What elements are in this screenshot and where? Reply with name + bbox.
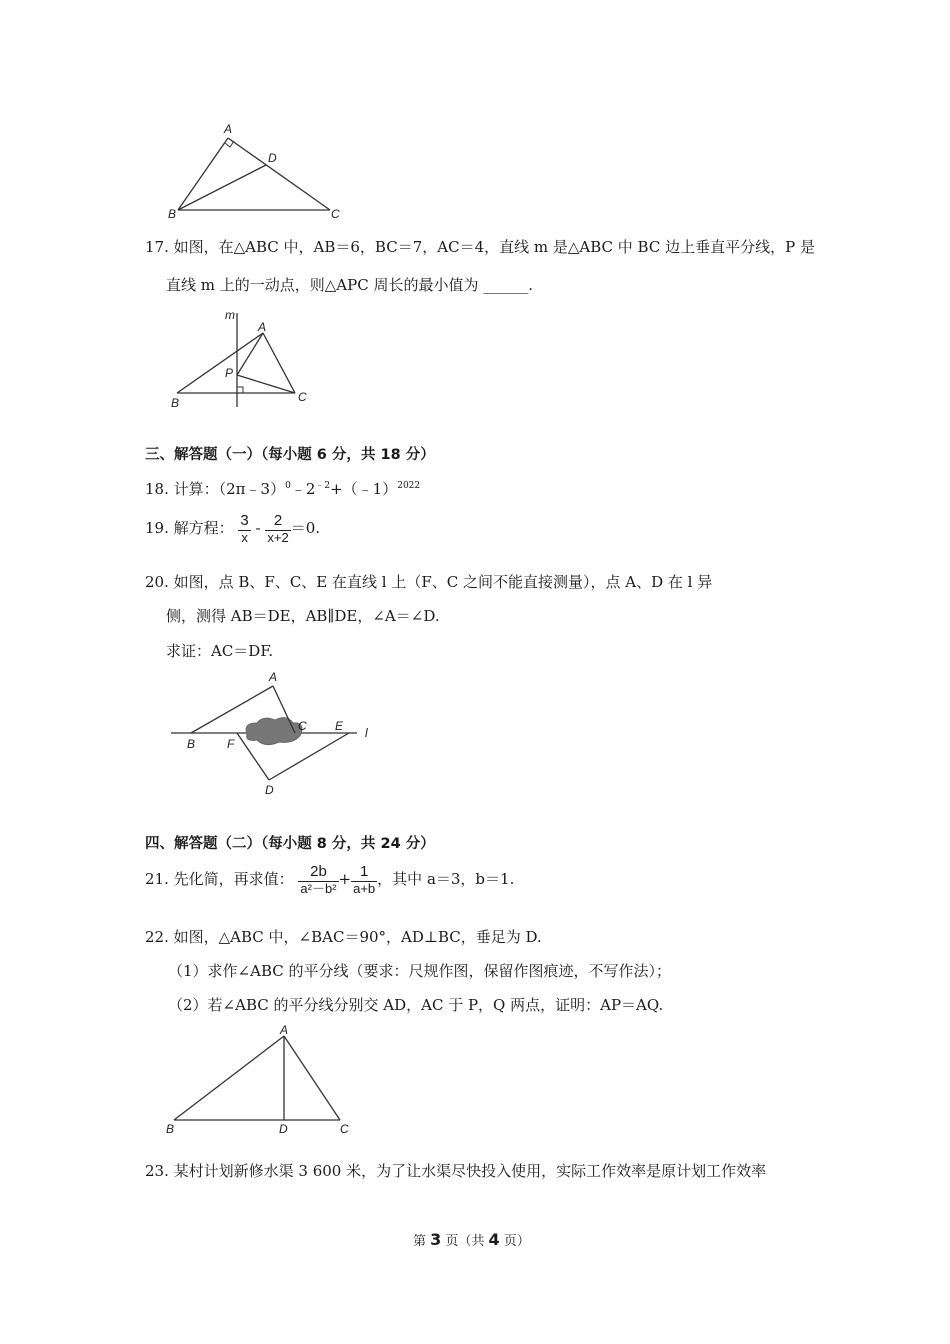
label-b: B [166,1122,175,1136]
label-a: A [258,320,267,334]
question-20-line3: 求证：AC＝DF. [166,642,274,660]
segment-pa [237,333,263,375]
q19-numerator-1: 3 [240,512,249,529]
section-4-heading: 四、解答题（二）（每小题 8 分，共 24 分） [145,836,435,852]
question-19 [145,513,320,545]
question-22-part1: （1）求作∠ABC 的平分线（要求：尺规作图，保留作图痕迹，不写作法）； [168,962,671,980]
fraction-1-over-a-plus-b [351,864,377,896]
label-m: m [225,308,235,322]
q18-mid: ﹣2 [290,480,316,498]
section-3-heading: 三、解答题（一）（每小题 6 分，共 18 分） [145,447,435,463]
label-c: C [298,390,307,404]
question-17-line2: 直线 m 上的一动点，则△APC 周长的最小值为 ______. [166,276,534,294]
label-b: B [187,737,196,751]
q18-tail: +（﹣1） [330,480,398,498]
q21-numerator-1: 2b [298,864,338,882]
q21-label: 21. 先化简，再求值： [145,869,294,888]
q21-tail: ，其中 a＝3，b＝1. [377,869,515,888]
q18-exp1: 0 [285,481,291,491]
question-18 [145,478,420,499]
question-20-line1: 20. 如图，点 B、F、C、E 在直线 l 上（F、C 之间不能直接测量），点 A、D 在 l 异 [145,573,713,591]
figure-q20 [165,668,380,800]
q21-plus: + [338,869,352,888]
q19-denominator-2: x+2 [267,529,289,545]
footer-middle: 页（共 [441,1234,489,1249]
label-a: A [280,1023,289,1037]
label-d: D [268,151,277,165]
q19-minus: - [255,518,261,537]
q19-label: 19. 解方程： [145,518,234,537]
label-c: C [298,719,307,733]
footer-prefix: 第 [413,1234,431,1249]
segment-bd [178,165,266,210]
label-f: F [227,737,235,751]
segment-ac [284,1036,340,1120]
label-b: B [171,396,180,410]
label-e: E [335,719,344,733]
label-b: B [168,207,177,221]
segment-ab [178,138,228,210]
figure-q16 [160,118,360,223]
segment-ac [228,138,330,210]
segment-ab [177,333,263,393]
label-l: l [365,726,368,740]
question-17-line1: 17. 如图，在△ABC 中，AB＝6，BC＝7，AC＝4，直线 m 是△ABC 中 BC 边上垂直平分线，P 是 [145,238,815,256]
fraction-2b-over-a2-b2 [298,864,338,896]
q21-denominator-2: a+b [353,880,376,896]
fraction-3-over-x [238,513,250,545]
footer-suffix: 页） [499,1234,530,1249]
figure-q22 [160,1022,360,1140]
q21-denominator-1: a²－b² [300,880,337,896]
label-a: A [269,670,278,684]
right-angle-mark [237,387,243,393]
label-d: D [265,783,274,797]
q18-exp2: ﹣2 [315,481,331,491]
figure-q17 [165,305,325,415]
fraction-2-over-x-plus-2 [265,513,290,545]
q19-numerator-2: 2 [265,513,290,531]
label-c: C [331,207,340,221]
current-page-number: 3 [430,1230,442,1249]
question-23-line1: 23. 某村计划新修水渠 3 600 米，为了让水渠尽快投入使用，实际工作效率是原计划工作效率 [145,1162,767,1180]
q18-label: 18. 计算：（2π﹣3） [145,480,286,498]
label-c: C [340,1122,349,1136]
question-22-part2: （2）若∠ABC 的平分线分别交 AD，AC 于 P，Q 两点，证明：AP＝AQ. [168,996,664,1014]
total-pages-number: 4 [488,1230,500,1249]
label-d: D [279,1122,288,1136]
segment-ab [174,1036,284,1120]
q21-numerator-2: 1 [351,864,377,882]
question-20-line2: 侧，测得 AB＝DE，AB∥DE，∠A＝∠D. [166,607,440,625]
label-a: A [224,122,233,136]
page-footer [413,1230,530,1249]
question-21 [145,864,514,896]
q18-exp3: 2022 [397,481,421,491]
q19-denominator-1: x [241,529,248,545]
question-22-line1: 22. 如图，△ABC 中，∠BAC＝90°，AD⊥BC，垂足为 D. [145,928,542,946]
q19-tail: ＝0. [290,518,321,537]
label-p: P [225,366,234,380]
